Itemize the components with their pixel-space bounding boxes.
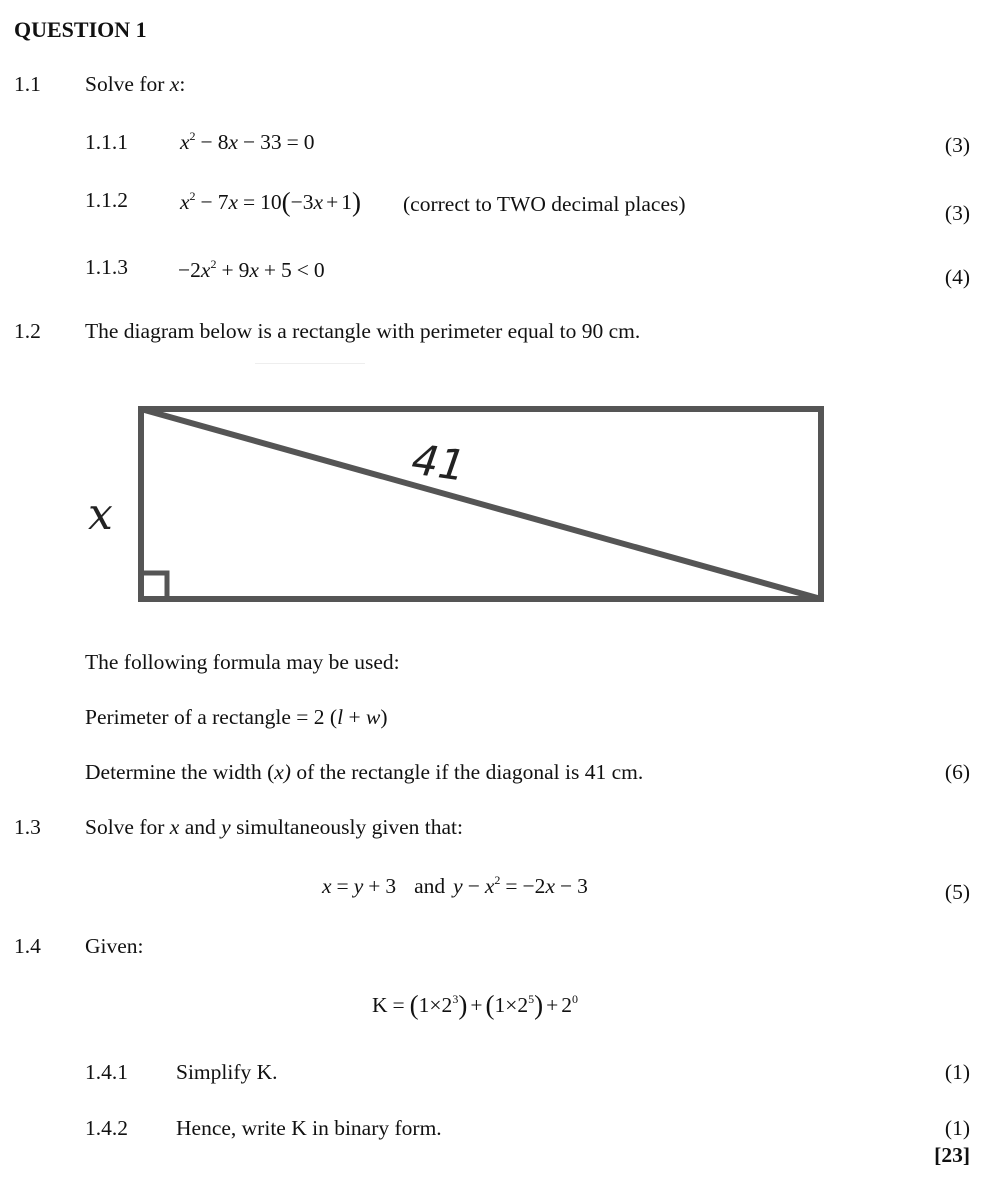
q1-1-3-number: 1.1.3	[85, 255, 128, 279]
q1-2-text: The diagram below is a rectangle with perimeter equal to 90 cm.	[85, 319, 641, 343]
q1-3-number: 1.3	[14, 815, 41, 839]
q1-1-1-marks: (3)	[944, 133, 970, 157]
q1-4-number: 1.4	[14, 934, 41, 958]
k-expression: $K = (1\times 2^3) + (1\times 2^5) + 2^0$	[372, 990, 578, 1020]
q1-1-1-number: 1.1.1	[85, 130, 128, 154]
q1-2-marks: (6)	[944, 760, 970, 784]
diagonal-label: 41	[408, 434, 469, 491]
q1-4-1-text: Simplify K.	[176, 1060, 278, 1084]
formula-intro: The following formula may be used:	[85, 650, 400, 674]
simultaneous-equations: x = y + 3 and $y - x^2 = -2x - 3$	[322, 873, 588, 898]
q1-3-text: Solve for x and y simultaneously given that:	[85, 815, 463, 839]
q1-4-2-text: Hence, write K in binary form.	[176, 1116, 442, 1140]
q1-4-1-number: 1.4.1	[85, 1060, 128, 1084]
perimeter-formula: Perimeter of a rectangle = 2 (l + w)	[85, 705, 388, 729]
q1-1-1-equation: $x^2 - 8x - 33 = 0$	[180, 129, 315, 154]
q1-2-number: 1.2	[14, 319, 41, 343]
q1-4-2-number: 1.4.2	[85, 1116, 128, 1140]
right-angle-marker	[141, 573, 167, 599]
q1-3-marks: (5)	[944, 880, 970, 904]
q1-4-1-marks: (1)	[944, 1060, 970, 1084]
side-label: x	[88, 489, 113, 540]
q1-1-3-marks: (4)	[944, 265, 970, 289]
q1-1-number: 1.1	[14, 72, 41, 96]
rectangle-diagonal	[141, 409, 821, 599]
q1-1-3-inequality: $-2x^2 + 9x + 5 < 0$	[178, 257, 325, 282]
question-title: QUESTION 1	[14, 17, 147, 42]
q1-4-2-marks: (1)	[944, 1116, 970, 1140]
q1-1-2-note: (correct to TWO decimal places)	[403, 192, 686, 216]
q1-1-2-marks: (3)	[944, 201, 970, 225]
q1-1-text: Solve for x:	[85, 72, 186, 96]
question-total: [23]	[934, 1143, 970, 1167]
q1-4-given: Given:	[85, 934, 144, 958]
q1-1-2-equation: $x^2 - 7x = 10(-3x + 1)$	[180, 187, 361, 217]
determine-width-text: Determine the width (x) of the rectangle if the diagonal is 41 cm.	[85, 760, 644, 784]
q1-1-2-number: 1.1.2	[85, 188, 128, 212]
